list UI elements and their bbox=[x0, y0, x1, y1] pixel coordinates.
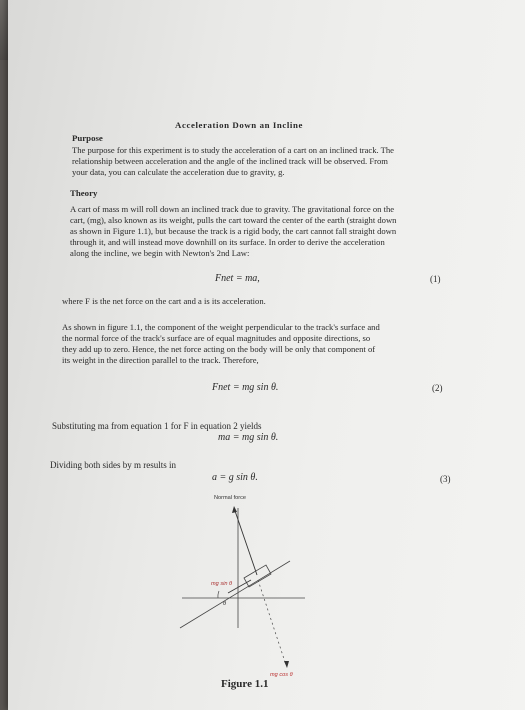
divide-line: Dividing both sides by m results in bbox=[50, 460, 176, 470]
purpose-line: The purpose for this experiment is to study the acceleration of a cart on an inclined track. The bbox=[72, 145, 394, 155]
angle-arc bbox=[218, 591, 219, 598]
theory-line: A cart of mass m will roll down an inclined track due to gravity. The gravitational force on the bbox=[70, 204, 395, 214]
purpose-heading: Purpose bbox=[72, 133, 103, 143]
paragraph-line: the normal force of the track's surface are of equal magnitudes and opposite directions, so bbox=[62, 333, 371, 343]
angle-label: θ bbox=[223, 601, 227, 607]
equation-1-number: (1) bbox=[430, 274, 441, 284]
substituted-equation: ma = mg sin θ. bbox=[218, 432, 279, 443]
document-title: Acceleration Down an Incline bbox=[175, 120, 303, 130]
perpendicular-component-line bbox=[258, 580, 286, 665]
purpose-line: your data, you can calculate the acceleration due to gravity, g. bbox=[72, 167, 285, 177]
equation-2-number: (2) bbox=[432, 383, 443, 393]
paragraph-line: its weight in the direction parallel to the track. Therefore, bbox=[62, 355, 259, 365]
paragraph-line: As shown in figure 1.1, the component of the weight perpendicular to the track's surface and bbox=[62, 322, 380, 332]
theory-line: cart, (mg), also known as its weight, pulls the cart toward the center of the earth (straight down bbox=[70, 215, 397, 225]
equation-2: Fnet = mg sin θ. bbox=[212, 382, 279, 393]
normal-force-label: Normal force bbox=[214, 495, 247, 501]
equation-1: Fnet = ma, bbox=[215, 273, 260, 284]
purpose-line: relationship between acceleration and the angle of the inclined track will be observed. From bbox=[72, 156, 388, 166]
cart-block bbox=[244, 565, 271, 587]
paragraph-line: they add up to zero. Hence, the net force acting on the body will be only that component of bbox=[62, 344, 376, 354]
theory-line: as shown in Figure 1.1), but because the track is a rigid body, the cart cannot fall straight down bbox=[70, 226, 397, 236]
equation-3-number: (3) bbox=[440, 474, 451, 484]
theory-heading: Theory bbox=[70, 188, 98, 198]
normal-force-arrow bbox=[234, 508, 257, 575]
parallel-component-label: mg sin θ bbox=[211, 581, 233, 587]
equation-3: a = g sin θ. bbox=[212, 472, 258, 483]
figure-caption: Figure 1.1 bbox=[221, 678, 269, 690]
perpendicular-component-label: mg cos θ bbox=[270, 672, 293, 678]
normal-force-arrowhead bbox=[232, 506, 237, 513]
where-line: where F is the net force on the cart and a is its acceleration. bbox=[62, 296, 266, 306]
theory-line: through it, and will instead move downhill on its surface. In order to derive the acceleration bbox=[70, 237, 385, 247]
substitution-line: Substituting ma from equation 1 for F in equation 2 yields bbox=[52, 421, 262, 431]
perpendicular-arrowhead bbox=[284, 661, 289, 668]
theory-line: along the incline, we begin with Newton's 2nd Law: bbox=[70, 248, 250, 258]
incline-surface bbox=[180, 561, 290, 628]
